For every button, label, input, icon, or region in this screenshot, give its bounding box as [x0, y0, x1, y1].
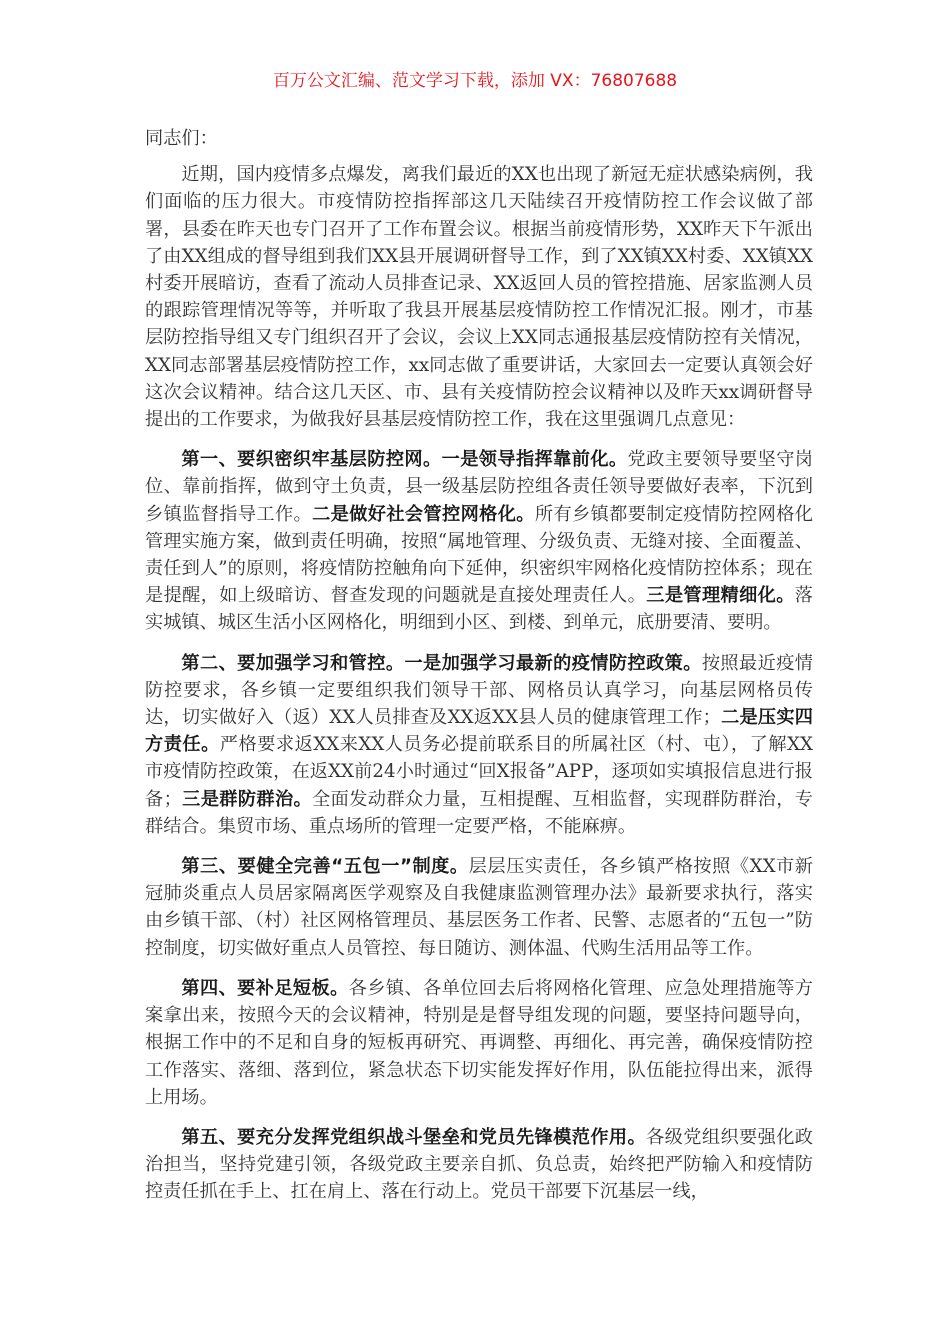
point-text: 党政主要领导要坚守岗位、靠前指挥，做到守土负责，县一级基层防控组各责任领导要做好表率，下沉到乡镇监督指导工作。	[145, 449, 813, 525]
point-heading: 二是做好社会管控网格化。	[312, 503, 535, 525]
section-heading: 第一、要织密织牢基层防控网。	[181, 449, 442, 471]
point-heading: 三是管理精细化。	[646, 585, 795, 607]
section-5	[145, 1124, 813, 1206]
document-body	[145, 125, 813, 1219]
point-text: 严格要求返XX来XX人员务必提前联系目的所属社区（村、屯），了解XX市疫情防控政策，在返XX前24小时通过“回X报备”APP，逐项如实填报信息进行报备；	[145, 734, 813, 810]
banner-header: 百万公文汇编、范文学习下载，添加 VX：76807688	[272, 71, 678, 91]
point-heading: 三是群防群治。	[181, 788, 313, 810]
section-3	[145, 853, 813, 962]
section-heading: 第五、要充分发挥党组织战斗堡垒和党员先锋模范作用。	[181, 1126, 647, 1148]
point-heading: 一是加强学习最新的疫情防控政策。	[404, 652, 702, 674]
section-1	[145, 446, 813, 636]
point-text: 按照最近疫情防控要求，各乡镇一定要组织我们领导干部、网格员认真学习，向基层网格员传达，切实做好入（返）XX人员排查及XX返XX县人员的健康管理工作；	[145, 652, 813, 729]
point-heading: 一是领导指挥靠前化。	[441, 449, 628, 471]
section-2	[145, 650, 813, 840]
section-text: 各乡镇、各单位回去后将网格化管理、应急处理措施等方案拿出来，按照今天的会议精神，特别是是督导组发现的问题，要坚持问题导向，根据工作中的不足和自身的短板再研究、再调整、再细化、再完善，确保疫情防控工作落实、落细、落到位，紧急状态下切实能发挥好作用，队伍能拉得出来，派得上用场。	[145, 977, 813, 1108]
section-heading: 第四、要补足短板。	[181, 977, 349, 999]
section-4	[145, 975, 813, 1111]
point-text: 所有乡镇都要制定疫情防控网格化管理实施方案，做到责任明确，按照“属地管理、分级负责、无缝对接、全面覆盖、责任到人”的原则，将疫情防控触角向下延伸，织密织牢网格化疫情防控体系；现在是提醒，如上级暗访、督查发现的问题就是直接处理责任人。	[145, 503, 813, 607]
salutation: 同志们：	[145, 128, 218, 149]
intro-paragraph: 近期，国内疫情多点爆发，离我们最近的XX也出现了新冠无症状感染病例，我们面临的压力很大。市疫情防控指挥部这几天陆续召开疫情防控工作会议做了部署，县委在昨天也专门召开了工作布置会议。根据当前疫情形势，XX昨天下午派出了由XX组成的督导组到我们XX县开展调研督导工作，到了XX镇XX村委、XX镇XX村委开展暗访，查看了流动人员排查记录、XX返回人员的管控措施、居家监测人员的跟踪管理情况等等，并听取了我县开展基层疫情防控工作情况汇报。刚才，市基层防控指导组又专门组织召开了会议，会议上XX同志通报基层疫情防控有关情况，XX同志部署基层疫情防控工作，xx同志做了重要讲话，大家回去一定要认真领会好这次会议精神。结合这几天区、市、县有关疫情防控会议精神以及昨天xx调研督导提出的工作要求，为做我好县基层疫情防控工作，我在这里强调几点意见：	[145, 164, 813, 431]
section-text: 各级党组织要强化政治担当，坚持党建引领，各级党政主要亲自抓、负总责，始终把严防输入和疫情防控责任抓在手上、扛在肩上、落在行动上。党员干部要下沉基层一线，	[145, 1126, 813, 1203]
point-heading: 二是压实四方责任。	[145, 707, 813, 756]
section-heading: 第二、要加强学习和管控。	[181, 652, 405, 674]
point-text: 落实城镇、城区生活小区网格化，明细到小区、到楼、到单元，底册要清、要明。	[145, 585, 813, 634]
section-text: 层层压实责任，各乡镇严格按照《XX市新冠肺炎重点人员居家隔离医学观察及自我健康监测管理办法》最新要求执行，落实由乡镇干部、（村）社区网格管理员、基层医务工作者、民警、志愿者的“五包一”防控制度，切实做好重点人员管控、每日随访、测体温、代购生活用品等工作。	[145, 856, 813, 959]
section-heading: 第三、要健全完善“五包一”制度。	[181, 856, 469, 878]
point-text: 全面发动群众力量，互相提醒、互相监督，实现群防群治，专群结合。集贸市场、重点场所的管理一定要严格，不能麻痹。	[145, 788, 813, 837]
